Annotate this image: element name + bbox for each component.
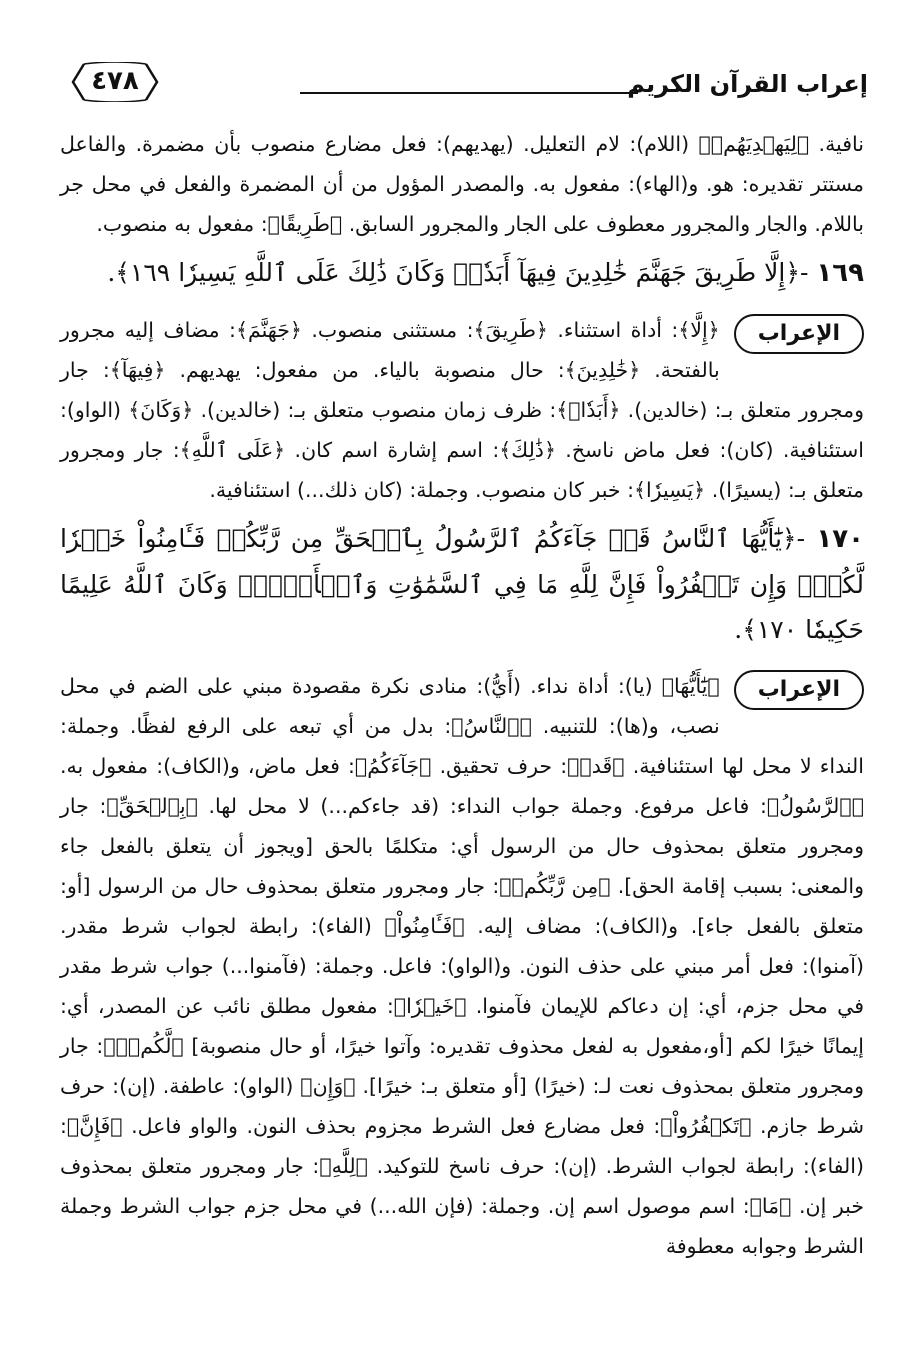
- header-rule: [300, 92, 638, 94]
- verse-169: ١٦٩ -﴿إِلَّا طَرِيقَ جَهَنَّمَ خَٰلِدِينَ فِيهَآ أَبَدٗاۚ وَكَانَ ذَٰلِكَ عَلَى ٱللَّهِ يَسِيرٗا ١٦٩﴾.: [107, 258, 864, 288]
- page-number-frame: [70, 62, 160, 102]
- book-title: إعراب القرآن الكريم: [627, 70, 868, 98]
- paragraph-intro: نافية. ﴿لِيَهۡدِيَهُمۡ﴾ (اللام): لام التعليل. (يهديهم): فعل مضارع منصوب بأن مضمرة. والفاعل مستتر تقديره: هو. و(الهاء): مفعول به. والمصدر المؤول من أن المضمرة والفعل في محل جر باللام. والجار والمجرور معطوف على الجار والمجرور السابق. ﴿طَرِيقًا﴾: مفعول به منصوب.: [60, 132, 864, 236]
- verse-number: ١٧٠: [816, 524, 864, 554]
- irab-section-170: [60, 666, 864, 1266]
- irab-text-170: ﴿يَٰٓأَيُّهَا﴾ (يا): أداة نداء. (أَيُّ): منادى نكرة مقصودة مبني على الضم في محل نصب، و(ها): للتنبيه. ﴿ٱلنَّاسُ﴾: بدل من أي تبعه على الرفع لفظًا. وجملة: النداء لا محل لها استئنافية. ﴿قَدۡ﴾: حرف تحقيق. ﴿جَآءَكُمُ﴾: فعل ماض، و(الكاف): مفعول به. ﴿ٱلرَّسُولُ﴾: فاعل مرفوع. وجملة جواب النداء: (قد جاءكم...) لا محل لها. ﴿بِٱلۡحَقِّ﴾: جار ومجرور متعلق بمحذوف حال من الرسول أي: متكلمًا بالحق [ويجوز أن يتعلق بالفعل جاء والمعنى: بسبب إقامة الحق]. ﴿مِن رَّبِّكُمۡ﴾: جار ومجرور متعلق بمحذوف حال من الرسول [أو: متعلق بالفعل جاء]. و(الكاف): مضاف إليه. ﴿فَـَٔامِنُواْ﴾ (الفاء): رابطة لجواب شرط مقدر. (آمنوا): فعل أمر مبني على حذف النون. و(الواو): فاعل. وجملة: (فآمنوا...) جواب شرط مقدر في محل جزم، أي: إن دعاكم للإيمان فآمنوا. ﴿خَيۡرٗا﴾: مفعول مطلق نائب عن المصدر، أي: إيمانًا خيرًا لكم [أو،مفعول به لفعل محذوف تقديره: وآتوا خيرًا، أو حال منصوبة] ﴿لَّكُمۡۚ﴾: جار ومجرور متعلق بمحذوف نعت لـ: (خيرًا) [أو متعلق بـ: خيرًا]. ﴿وَإِن﴾ (الواو): عاطفة. (إن): حرف شرط جازم. ﴿تَكۡفُرُواْ﴾: فعل مضارع فعل الشرط مجزوم بحذف النون. والواو فاعل. ﴿فَإِنَّ﴾: (الفاء): رابطة لجواب الشرط. (إن): حرف ناسخ للتوكيد. ﴿لِلَّهِ﴾: جار ومجرور متعلق بمحذوف خبر إن. ﴿مَا﴾: اسم موصول اسم إن. وجملة: (فإن الله...) في محل جزم جواب الشرط وجملة الشرط وجوابه معطوفة: [60, 674, 864, 1258]
- page-content: [60, 124, 864, 1266]
- irab-text-169: ﴿إِلَّا﴾: أداة استثناء. ﴿طَرِيقَ﴾: مستثنى منصوب. ﴿جَهَنَّمَ﴾: مضاف إليه مجرور بالفتحة. ﴿خَٰلِدِينَ﴾: حال منصوبة بالياء. من مفعول: يهديهم. ﴿فِيهَآ﴾: جار ومجرور متعلق بـ: (خالدين). ﴿أَبَدٗاۚ﴾: ظرف زمان منصوب متعلق بـ: (خالدين). ﴿وَكَانَ﴾ (الواو): استئنافية. (كان): فعل ماض ناسخ. ﴿ذَٰلِكَ﴾: اسم إشارة اسم كان. ﴿عَلَى ٱللَّهِ﴾: جار ومجرور متعلق بـ: (يسيرًا). ﴿يَسِيرٗا﴾: خبر كان منصوب. وجملة: (كان ذلك...) استئنافية.: [60, 318, 864, 502]
- irab-section-169: [60, 310, 864, 510]
- irab-badge: الإعراب: [734, 314, 864, 354]
- verse-text: ﴿إِلَّا طَرِيقَ جَهَنَّمَ خَٰلِدِينَ فِيهَآ أَبَدٗاۚ وَكَانَ ذَٰلِكَ عَلَى ٱللَّهِ يَسِيرٗا ١٦٩﴾.: [107, 258, 800, 287]
- verse-170: ١٧٠ -﴿يَٰٓأَيُّهَا ٱلنَّاسُ قَدۡ جَآءَكُمُ ٱلرَّسُولُ بِٱلۡحَقِّ مِن رَّبِّكُمۡ فَـَٔامِنُواْ خَيۡرٗا لَّكُمۡۚ وَإِن تَكۡفُرُواْ فَإِنَّ لِلَّهِ مَا فِي ٱلسَّمَٰوَٰتِ وَٱلۡأَرۡضِۚ وَكَانَ ٱللَّهُ عَلِيمًا حَكِيمٗا ١٧٠﴾.: [60, 524, 864, 644]
- page-number: ٤٧٨: [91, 66, 139, 96]
- verse-number: ١٦٩: [816, 258, 864, 288]
- verse-text: ﴿يَٰٓأَيُّهَا ٱلنَّاسُ قَدۡ جَآءَكُمُ ٱلرَّسُولُ بِٱلۡحَقِّ مِن رَّبِّكُمۡ فَـَٔامِنُواْ خَيۡرٗا لَّكُمۡۚ وَإِن تَكۡفُرُواْ فَإِنَّ لِلَّهِ مَا فِي ٱلسَّمَٰوَٰتِ وَٱلۡأَرۡضِۚ وَكَانَ ٱللَّهُ عَلِيمًا حَكِيمٗا ١٧٠﴾.: [60, 524, 864, 644]
- page-header: [70, 56, 868, 116]
- irab-badge: الإعراب: [734, 670, 864, 710]
